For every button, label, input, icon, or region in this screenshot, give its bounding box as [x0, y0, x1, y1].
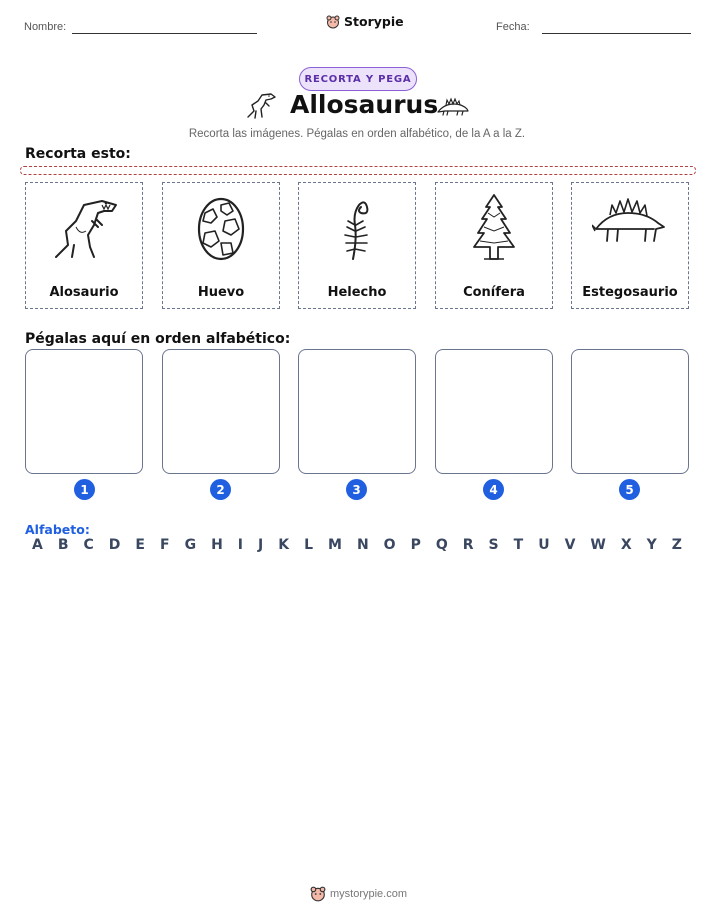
alphabet-letter: Z	[671, 537, 682, 553]
stegosaurus-small-icon	[436, 96, 470, 118]
egg-icon	[191, 191, 251, 263]
conifer-icon	[464, 191, 524, 267]
alphabet-letter: H	[211, 537, 223, 553]
cut-card[interactable]	[298, 182, 416, 309]
alphabet-letter: T	[513, 537, 524, 553]
paste-number: 4	[483, 479, 504, 500]
cut-line	[20, 166, 696, 175]
t-rex-icon	[244, 91, 278, 121]
paste-number: 5	[619, 479, 640, 500]
alphabet-letter: F	[160, 537, 170, 553]
card-label: Estegosaurio	[582, 285, 678, 300]
cut-section-title: Recorta esto:	[25, 146, 131, 162]
alphabet-letter: S	[488, 537, 499, 553]
alphabet-letter: Q	[435, 537, 448, 553]
alphabet-letter: C	[83, 537, 94, 553]
alphabet-letter: R	[462, 537, 474, 553]
alphabet-letter: D	[108, 537, 121, 553]
alphabet-letter: B	[57, 537, 69, 553]
alphabet-letter: U	[538, 537, 550, 553]
brand-name: Storypie	[344, 14, 404, 29]
name-label: Nombre:	[24, 21, 67, 33]
date-line[interactable]	[542, 33, 691, 34]
alphabet-letter: G	[184, 537, 197, 553]
paste-number: 3	[346, 479, 367, 500]
paste-number: 1	[74, 479, 95, 500]
instructions: Recorta las imágenes. Pégalas en orden alfabético, de la A a la Z.	[188, 128, 526, 140]
date-label: Fecha:	[496, 21, 530, 33]
alphabet-letter: J	[258, 537, 264, 553]
allosaurus-icon	[46, 191, 122, 263]
card-label: Helecho	[327, 285, 387, 300]
alphabet-letter: W	[590, 537, 606, 553]
paste-section-title: Pégalas aquí en orden alfabético:	[25, 331, 291, 347]
alphabet-letter: E	[135, 537, 145, 553]
cut-card[interactable]	[162, 182, 280, 309]
paste-box[interactable]	[571, 349, 689, 474]
paste-number: 2	[210, 479, 231, 500]
fern-icon	[327, 191, 387, 263]
cut-card[interactable]	[25, 182, 143, 309]
page-title: Allosaurus	[290, 90, 439, 119]
card-label: Conífera	[463, 285, 525, 300]
paste-box[interactable]	[162, 349, 280, 474]
alphabet-letter: L	[304, 537, 314, 553]
alphabet-letter: P	[410, 537, 421, 553]
storypie-mascot-icon	[326, 15, 340, 29]
activity-badge: RECORTA Y PEGA	[299, 67, 417, 91]
paste-box[interactable]	[298, 349, 416, 474]
alphabet-letter: V	[564, 537, 576, 553]
paste-box[interactable]	[435, 349, 553, 474]
footer	[310, 886, 407, 902]
card-label: Alosaurio	[49, 285, 119, 300]
alphabet-letter: Y	[646, 537, 657, 553]
alphabet-title: Alfabeto:	[25, 522, 90, 537]
card-label: Huevo	[197, 285, 245, 300]
alphabet-letter: I	[237, 537, 244, 553]
alphabet-letter: N	[356, 537, 369, 553]
alphabet-letter: O	[383, 537, 396, 553]
brand-logo	[326, 14, 404, 29]
alphabet-row	[32, 537, 682, 553]
name-line[interactable]	[72, 33, 257, 34]
paste-box[interactable]	[25, 349, 143, 474]
alphabet-letter: X	[620, 537, 632, 553]
alphabet-letter: K	[278, 537, 290, 553]
footer-url: mystorypie.com	[330, 888, 408, 900]
alphabet-letter: A	[32, 537, 43, 553]
cut-card[interactable]	[435, 182, 553, 309]
cut-card[interactable]	[571, 182, 689, 309]
stegosaurus-icon	[592, 191, 668, 247]
storypie-mascot-icon	[310, 886, 326, 902]
alphabet-letter: M	[328, 537, 342, 553]
